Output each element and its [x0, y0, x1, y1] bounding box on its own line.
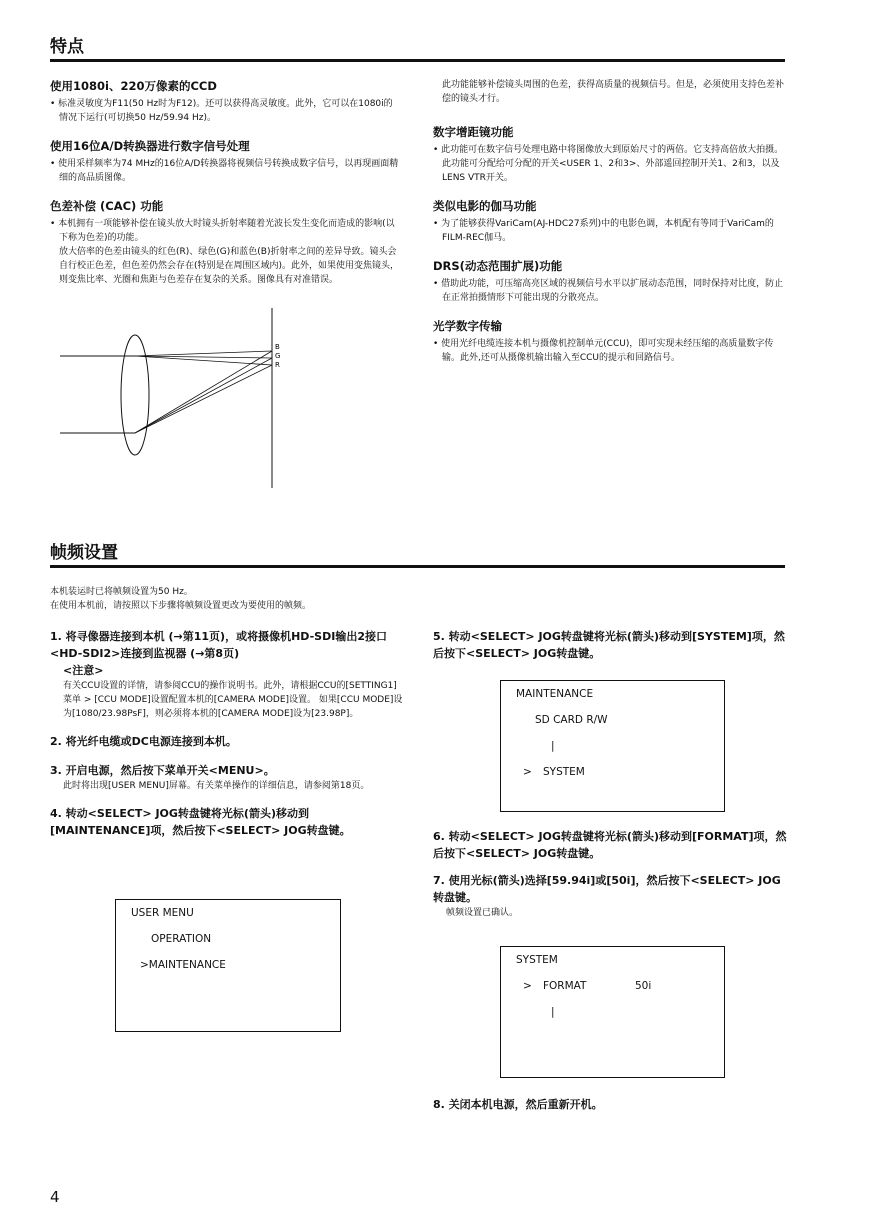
feature-heading-drs: DRS(动态范围扩展)功能 [433, 259, 563, 273]
note-text: 有关CCU设置的详情，请参阅CCU的操作说明书。此外，请根据CCU的[SETTING1]菜单 > [CCU MODE]设置配置本机的[CAMERA MODE]设置。 如果[CCU MODE]设为[1080/23.98PsF]，则必须将本机的[CAMERA MODE]设为[23.98P]。 [63, 681, 403, 719]
step-6: 6. 转动<SELECT> JOG转盘键将光标(箭头)移动到[FORMAT]项，然后按下<SELECT> JOG转盘键。 [433, 830, 787, 860]
feature-text-drs: • 借助此功能，可压缩高亮区域的视频信号水平以扩展动态范围，同时保持对比度，防止在正常拍摄情形下可能出现的分散亮点。 [433, 279, 784, 303]
left-column [50, 78, 400, 287]
feature-text-ad: • 使用采样频率为74 MHz的16位A/D转换器将视频信号转换成数字信号，以再现画面精细的高品质图像。 [50, 159, 399, 183]
section-rule [50, 59, 785, 62]
system-menu-screen [500, 946, 725, 1078]
maintenance-menu-screen [500, 680, 725, 812]
menu3-cursor-bar: | [551, 1006, 555, 1018]
intro [50, 585, 750, 613]
menu2-cursor-bar: | [551, 740, 555, 752]
menu3-format: FORMAT [543, 980, 587, 992]
feature-text-gamma: • 为了能够获得VariCam(AJ-HDC27系列)中的电影色调，本机配有等同于VariCam的FILM-REC伽马。 [433, 219, 774, 243]
step-3-note: 此时将出现[USER MENU]屏幕。有关菜单操作的详细信息，请参阅第18页。 [63, 781, 370, 791]
feature-text-optical: • 使用光纤电缆连接本机与摄像机控制单元(CCU)，即可实现未经压缩的高质量数字传输。此外,还可从摄像机输出输入至CCU的提示和回路信号。 [433, 339, 774, 363]
feature-heading-optical: 光学数字传输 [433, 319, 502, 333]
label-b: B [275, 343, 280, 351]
step-5: 5. 转动<SELECT> JOG转盘键将光标(箭头)移动到[SYSTEM]项，然后按下<SELECT> JOG转盘键。 [433, 630, 785, 660]
steps-right-2 [433, 828, 788, 920]
feature-heading-zoom: 数字增距镜功能 [433, 125, 514, 139]
menu2-sdcard: SD CARD R/W [535, 714, 608, 726]
step-1: 1. 将寻像器连接到本机 (→第11页)，或将摄像机HD-SDI输出2接口<HD-SDI2>连接到监视器 (→第8页) [50, 630, 387, 660]
right-column [433, 78, 788, 365]
menu2-arrow: > [523, 766, 532, 778]
menu3-arrow: > [523, 980, 532, 992]
menu2-system: SYSTEM [543, 766, 585, 778]
section-title-features: 特点 [50, 37, 84, 57]
section-rule [50, 565, 785, 568]
menu2-title: MAINTENANCE [516, 688, 594, 700]
user-menu-screen [115, 899, 341, 1032]
page-number: 4 [50, 1188, 60, 1206]
cac-continuation: 此功能能够补偿镜头周围的色差，获得高质量的视频信号。但是，必须使用支持色差补偿的镜头才行。 [442, 80, 785, 104]
feature-heading-ccd: 使用1080i、220万像素的CCD [50, 79, 217, 93]
step-3: 3. 开启电源，然后按下菜单开关<MENU>。 [50, 764, 275, 777]
feature-text-zoom: • 此功能可在数字信号处理电路中将图像放大到原始尺寸的两倍。它支持高倍放大拍摄。此功能可分配给可分配的开关<USER 1、2和3>、外部遥回控制开关1、2和3，以及LENS VTR开关。 [433, 145, 784, 183]
step-8: 8. 关闭本机电源，然后重新开机。 [433, 1098, 603, 1111]
steps-right [433, 628, 788, 662]
menu1-title: USER MENU [131, 907, 194, 919]
feature-heading-gamma: 类似电影的伽马功能 [433, 199, 537, 213]
feature-text-cac-1: • 本机拥有一项能够补偿在镜头放大时镜头折射率随着光波长发生变化而造成的影响(以下称为色差)的功能。 [50, 219, 395, 243]
feature-heading-ad: 使用16位A/D转换器进行数字信号处理 [50, 139, 250, 153]
label-r: R [275, 361, 280, 369]
intro-line-2: 在使用本机前，请按照以下步骤将帧频设置更改为要使用的帧频。 [50, 601, 312, 611]
step-2: 2. 将光纤电缆或DC电源连接到本机。 [50, 735, 237, 748]
step-7: 7. 使用光标(箭头)选择[59.94i]或[50i]，然后按下<SELECT> JOG转盘键。 [433, 874, 781, 904]
chromatic-aberration-diagram [60, 308, 300, 490]
menu1-operation: OPERATION [151, 933, 212, 945]
menu3-format-value: 50i [635, 980, 652, 992]
menu3-title: SYSTEM [516, 954, 558, 966]
steps-left [50, 628, 405, 839]
step-4: 4. 转动<SELECT> JOG转盘键将光标(箭头)移动到[MAINTENANCE]项，然后按下<SELECT> JOG转盘键。 [50, 807, 351, 837]
intro-line-1: 本机装运时已将帧频设置为50 Hz。 [50, 587, 193, 597]
menu1-maintenance: >MAINTENANCE [140, 959, 226, 971]
feature-text-cac-2: 放大倍率的色差由镜头的红色(R)、绿色(G)和蓝色(B)折射率之间的差异导致。镜头会自行校正色差，但色差仍然会存在(特别是在周围区域内)。此外，如果使用变焦镜头，则变焦比率、光圈和焦距与色差存在复杂的关系。图像具有对准错误。 [59, 247, 400, 285]
feature-heading-cac: 色差补偿 (CAC) 功能 [50, 199, 164, 213]
section-title-frame-rate: 帧频设置 [50, 543, 118, 563]
note-title: <注意> [63, 664, 104, 677]
step-7-note: 帧频设置已确认。 [446, 908, 519, 918]
label-g: G [275, 352, 281, 360]
feature-text-ccd: • 标准灵敏度为F11(50 Hz时为F12)。还可以获得高灵敏度。此外，它可以在1080i的情况下运行(可切换50 Hz/59.94 Hz)。 [50, 99, 393, 123]
